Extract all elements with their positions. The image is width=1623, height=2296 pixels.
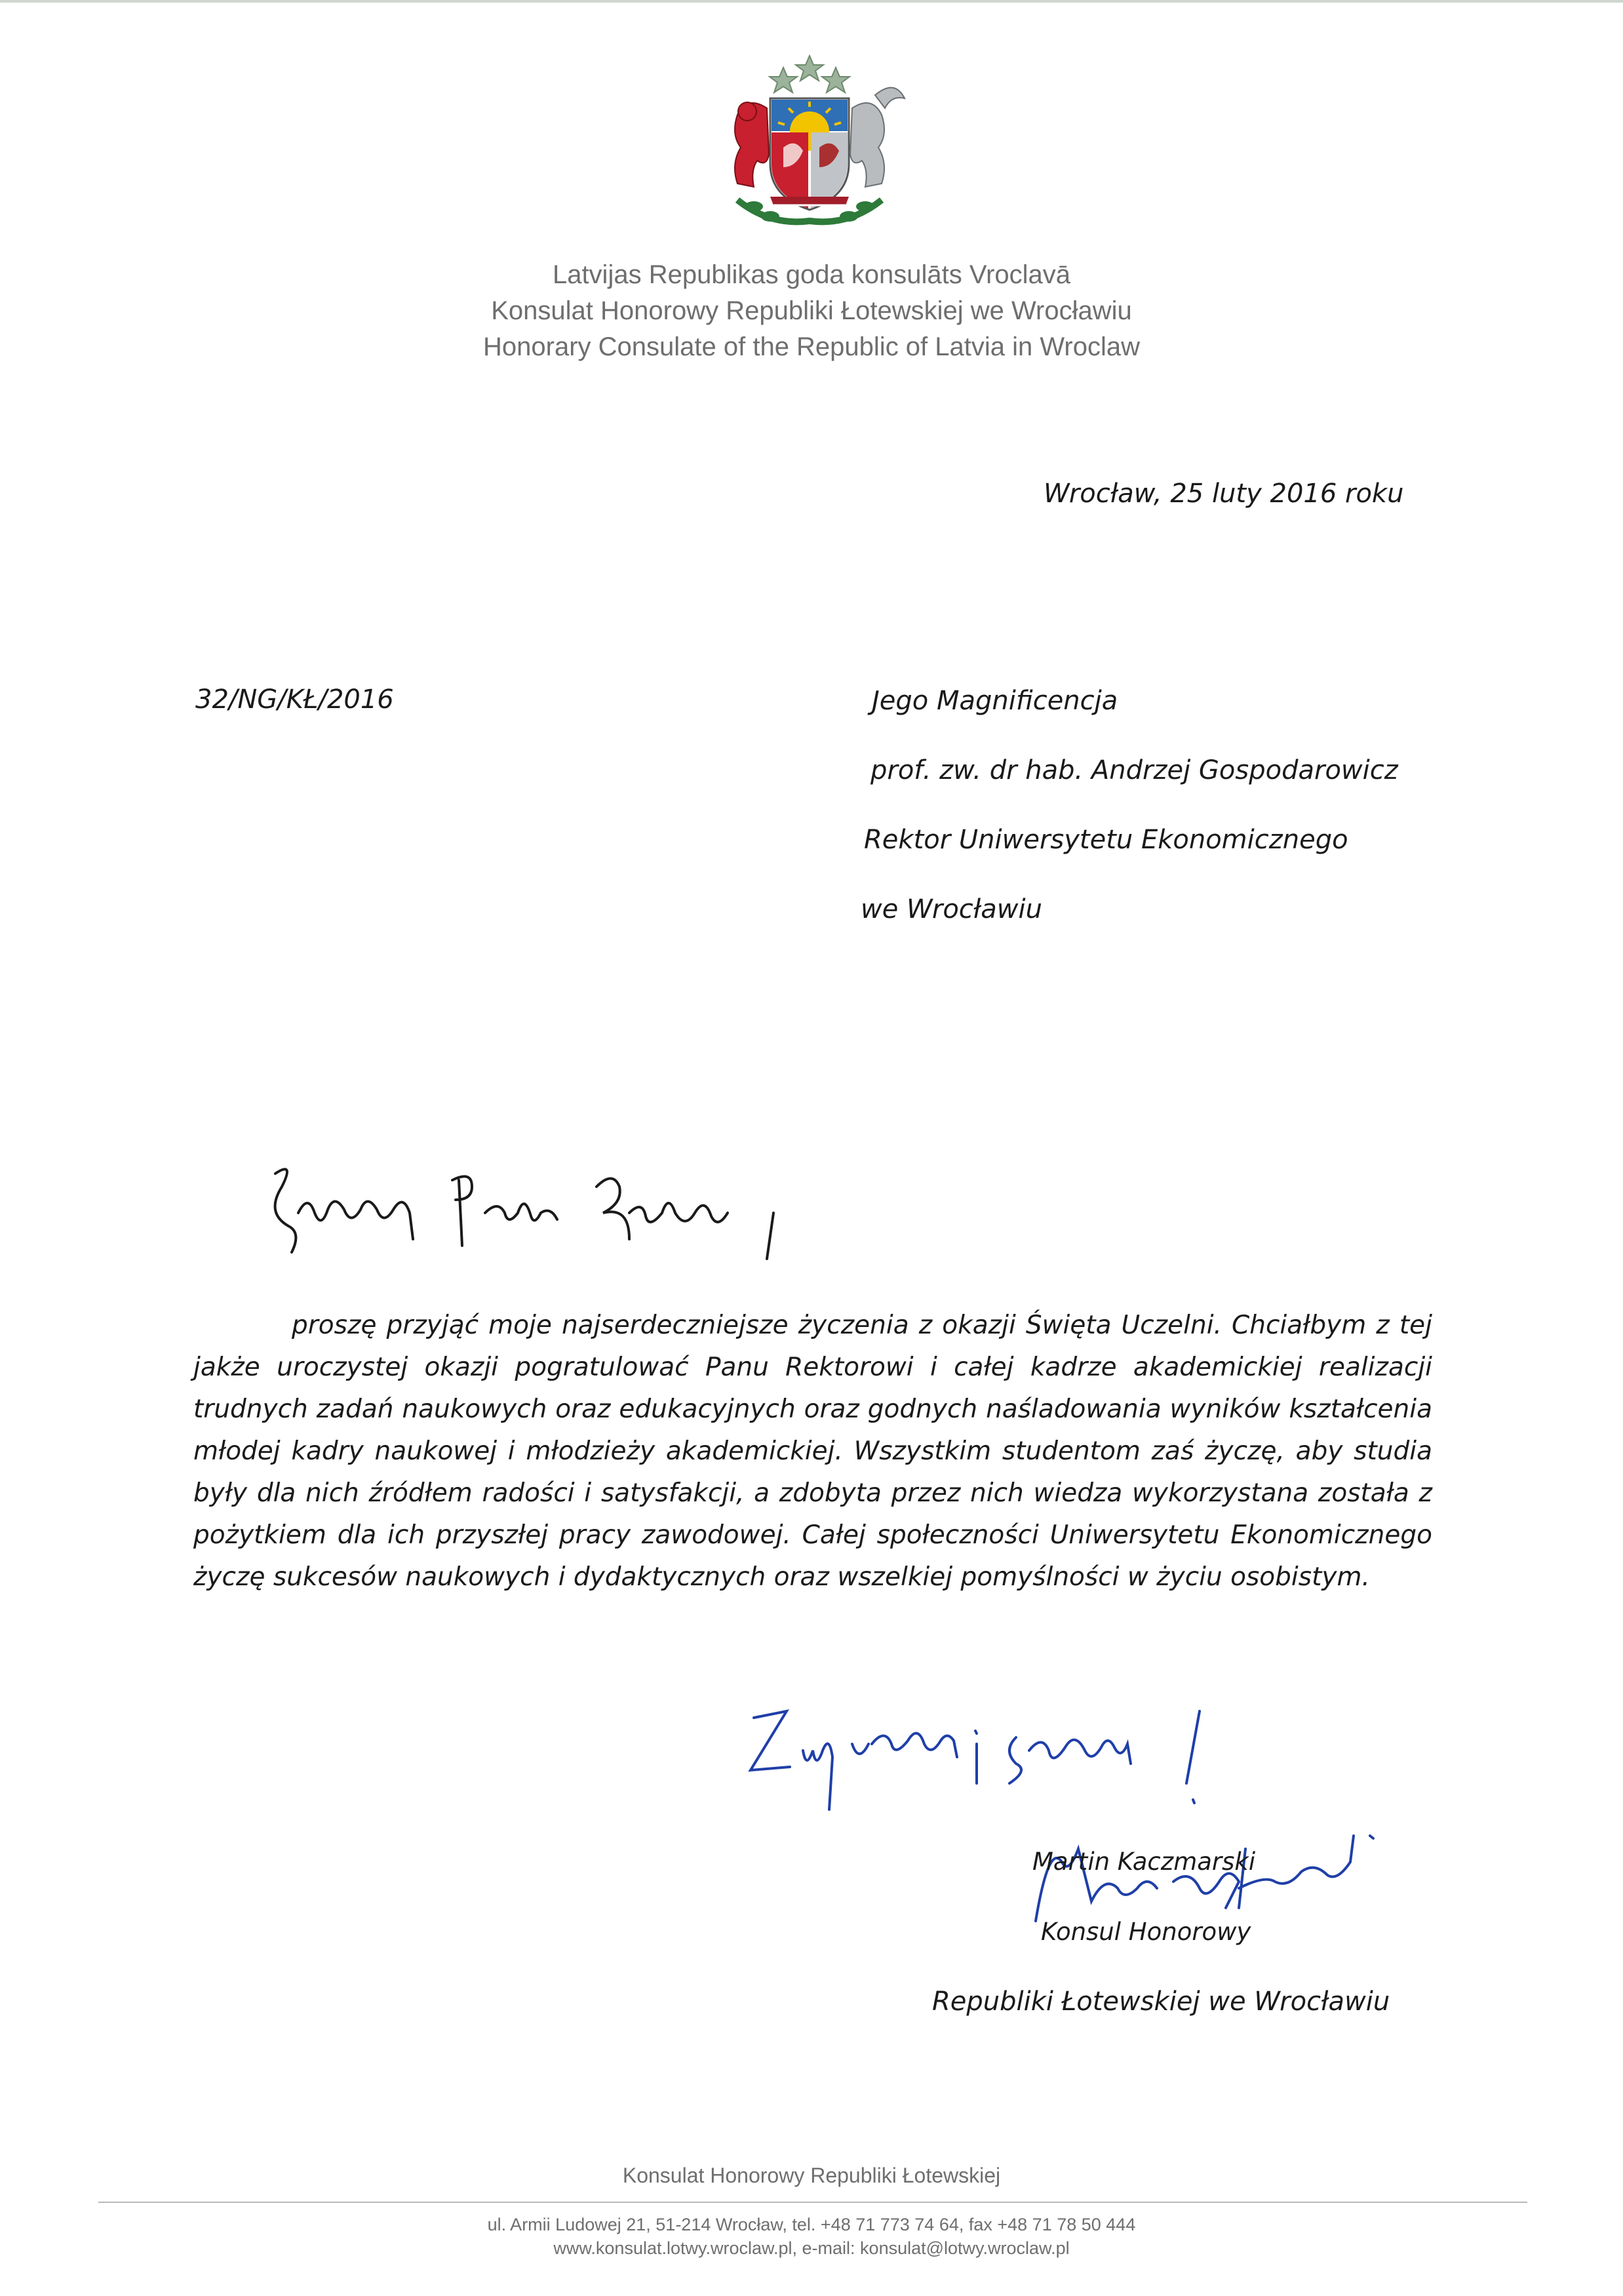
- header-line-latvian: Latvijas Republikas goda konsulāts Vroclavā: [552, 260, 1071, 289]
- top-border: [0, 0, 1623, 3]
- recipient-line-4: we Wrocławiu: [861, 894, 1042, 924]
- footer-divider: [98, 2202, 1527, 2203]
- signatory-organization: Republiki Łotewskiej we Wrocławiu: [932, 1987, 1390, 2017]
- handwritten-salutation: [262, 1154, 800, 1272]
- header-line-polish: Konsulat Honorowy Republiki Łotewskiej we Wrocławiu: [491, 296, 1132, 325]
- griffin-supporter: [850, 103, 884, 187]
- recipient-line-3: Rektor Uniwersytetu Ekonomicznego: [864, 825, 1348, 855]
- reference-number: 32/NG/KŁ/2016: [195, 684, 394, 715]
- star-icon: [770, 68, 797, 92]
- latvia-coat-of-arms-emblem: [692, 49, 928, 233]
- signatory-name: Martin Kaczmarski: [1032, 1848, 1256, 1876]
- star-icon: [796, 56, 823, 81]
- signatory-title: Konsul Honorowy: [1041, 1918, 1251, 1946]
- footer-web-email: www.konsulat.lotwy.wroclaw.pl, e-mail: konsulat@lotwy.wroclaw.pl: [553, 2238, 1070, 2258]
- date-line: Wrocław, 25 luty 2016 roku: [1044, 479, 1404, 509]
- handwritten-closing: [741, 1692, 1278, 1842]
- recipient-line-1: Jego Magnificencja: [872, 686, 1118, 716]
- footer-title: Konsulat Honorowy Republiki Łotewskiej: [622, 2164, 1001, 2187]
- header-line-english: Honorary Consulate of the Republic of Latvia in Wroclaw: [483, 332, 1140, 361]
- recipient-line-2: prof. zw. dr hab. Andrzej Gospodarowicz: [870, 755, 1398, 785]
- letter-body: proszę przyjąć moje najserdeczniejsze życzenia z okazji Święta Uczelni. Chciałbym z tej jakże uroczystej okazji pogratulować Panu Rektorowi i całej kadrze akademickiej realizacji trudnych zadań naukowych oraz edukacyjnych oraz godnych naśladowania wyników kształcenia młodej kadry naukowej i młodzieży akademickiej. Wszystkim studentom zaś życzę, aby studia były dla nich źródłem radości i satysfakcji, a zdobyta przez nich wiedza wykorzystana została z pożytkiem dla ich przyszłej pracy zawodowej. Całej społeczności Uniwersytetu Ekonomicznego życzę sukcesów naukowych i dydaktycznych oraz wszelkiej pomyślności w życiu osobistym.: [193, 1311, 1432, 1592]
- footer-address: ul. Armii Ludowej 21, 51-214 Wrocław, tel. +48 71 773 74 64, fax +48 71 78 50 444: [487, 2215, 1136, 2234]
- star-icon: [822, 68, 850, 92]
